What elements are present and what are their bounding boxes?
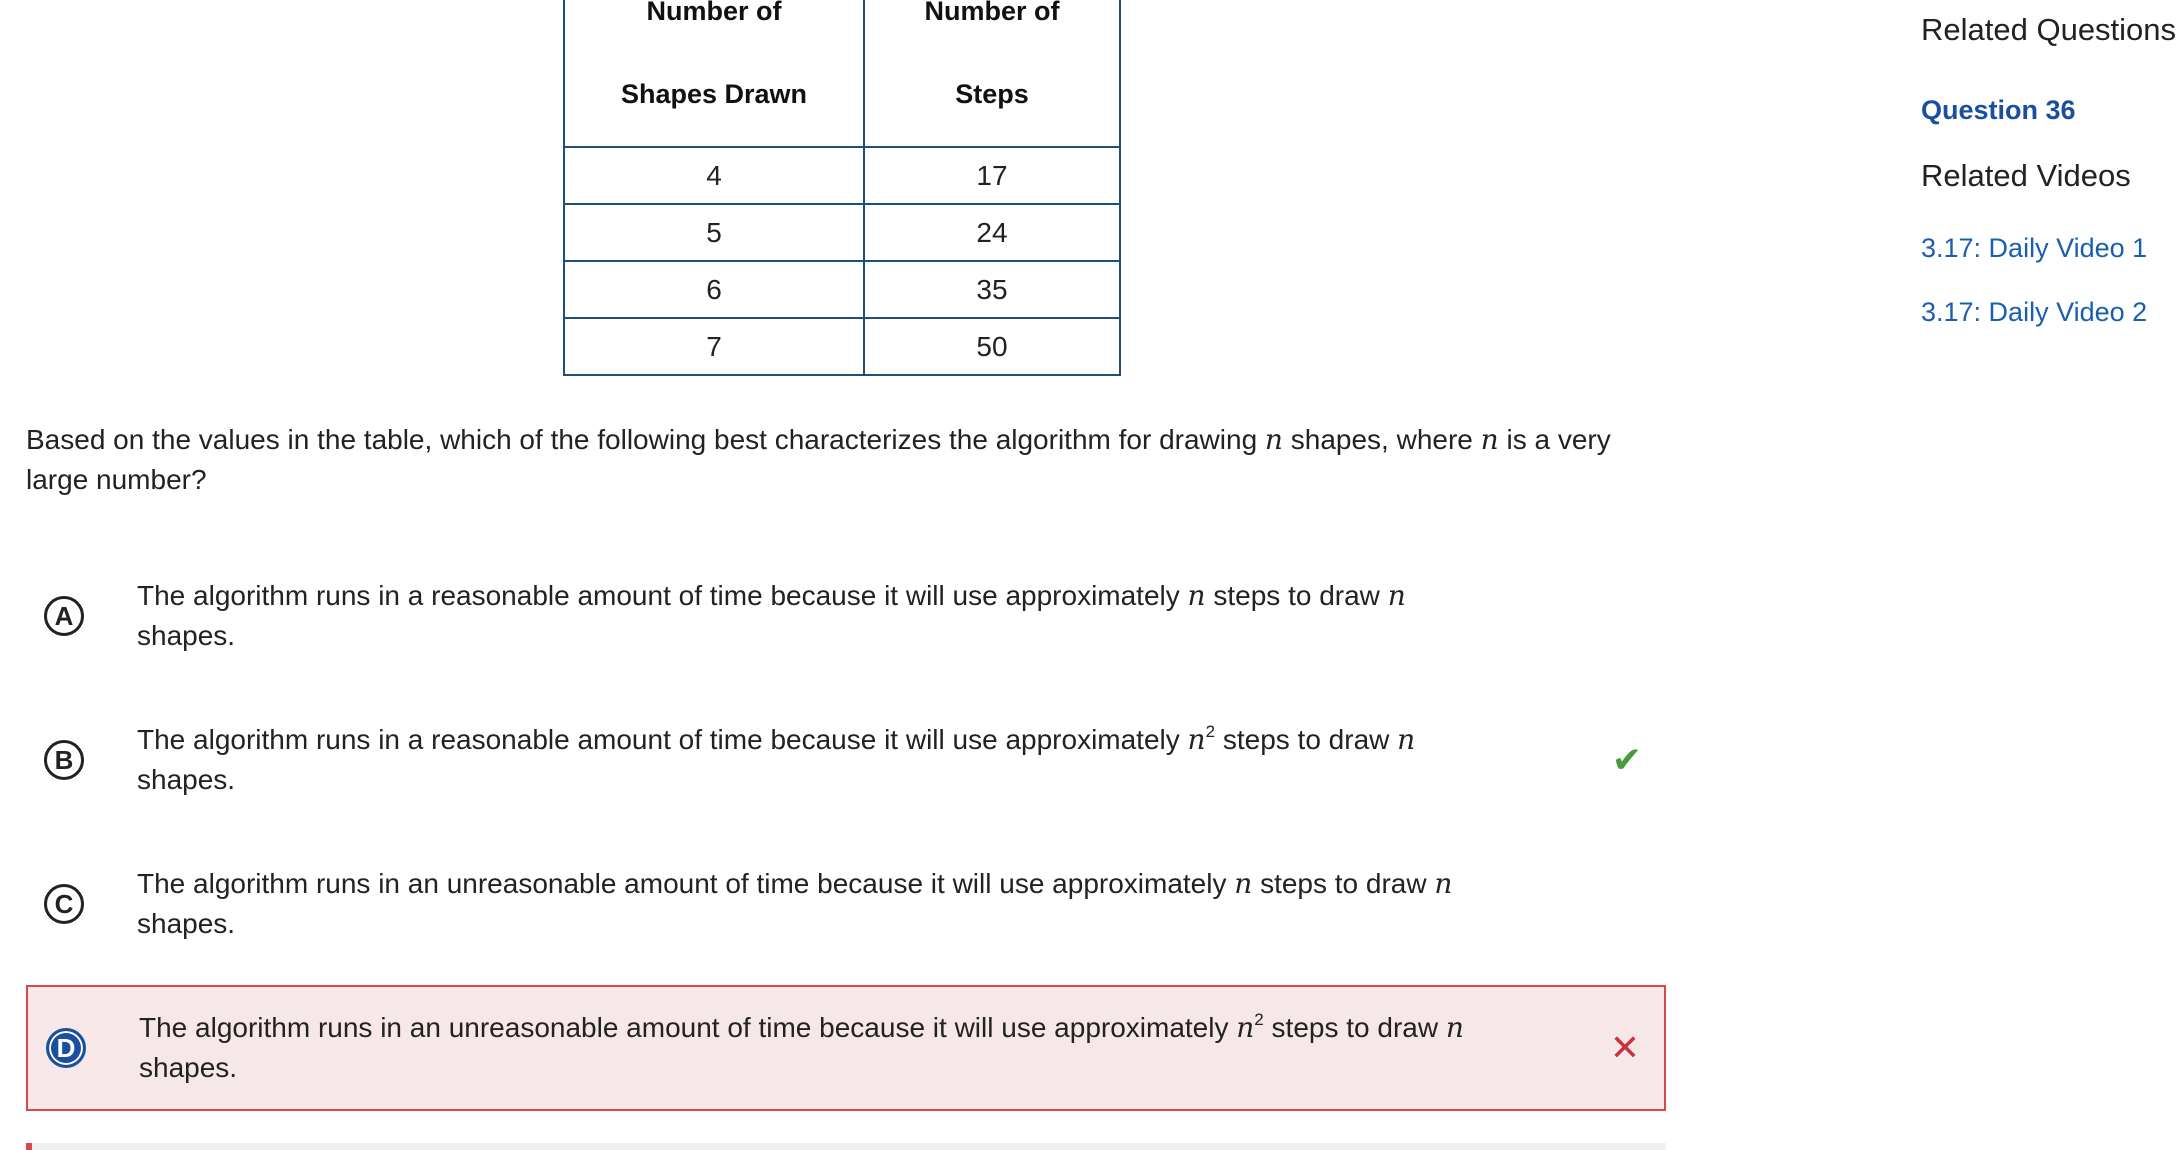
question-link[interactable]: Question 36: [1921, 95, 2076, 125]
table-cell: 4: [564, 147, 864, 204]
math-var: n: [1480, 423, 1499, 456]
choice-part: The algorithm runs in a reasonable amount of time because it will use approximately: [137, 724, 1188, 755]
table-header-shapes: [564, 0, 864, 147]
video-link-1[interactable]: 3.17: Daily Video 1: [1921, 233, 2148, 263]
table-cell: 5: [564, 204, 864, 261]
choice-text-c[interactable]: [137, 864, 1467, 944]
table-cell: 35: [864, 261, 1120, 318]
table-row: [564, 147, 1120, 204]
choice-part: shapes.: [137, 908, 236, 939]
video-link-2[interactable]: 3.17: Daily Video 2: [1921, 297, 2148, 327]
math-var: n: [1434, 867, 1453, 900]
math-var: n: [1397, 723, 1416, 756]
question-text: [26, 420, 1666, 500]
table-cell: 24: [864, 204, 1120, 261]
table-cell: 17: [864, 147, 1120, 204]
choice-part: shapes.: [137, 764, 236, 795]
checkmark-icon: ✔: [1611, 739, 1642, 780]
related-videos-heading: Related Videos: [1921, 158, 2131, 193]
math-var: n: [1445, 1011, 1464, 1044]
choice-letter-b[interactable]: B: [44, 740, 84, 780]
choice-a[interactable]: [26, 553, 1666, 679]
exponent: 2: [1205, 722, 1216, 741]
choice-letter-c[interactable]: C: [44, 884, 84, 924]
choice-part: steps to draw: [1263, 1012, 1446, 1043]
table-row: [564, 204, 1120, 261]
choice-part: The algorithm runs in a reasonable amount of time because it will use approximately: [137, 580, 1188, 611]
choice-c[interactable]: [26, 841, 1666, 967]
choice-part: steps to draw: [1215, 724, 1398, 755]
choice-text-a[interactable]: [137, 576, 1467, 656]
choice-letter-d[interactable]: D: [46, 1028, 86, 1068]
table-cell: 7: [564, 318, 864, 375]
question-part: is a very large number?: [26, 424, 1611, 495]
table-header-row: [564, 0, 1120, 147]
choice-text-b[interactable]: [137, 720, 1467, 800]
question-part: shapes, where: [1282, 424, 1481, 455]
choice-d[interactable]: [26, 985, 1666, 1111]
choice-part: shapes.: [137, 620, 236, 651]
table-row: [564, 318, 1120, 375]
choice-letter-a[interactable]: A: [44, 596, 84, 636]
table-cell: 6: [564, 261, 864, 318]
choice-part: steps to draw: [1205, 580, 1388, 611]
header-line: Steps: [955, 79, 1029, 109]
math-var: n: [1187, 579, 1206, 612]
math-var: n: [1187, 723, 1206, 756]
data-table: [563, 0, 1121, 376]
math-var: n: [1264, 423, 1283, 456]
related-questions-heading: Related Questions: [1921, 12, 2176, 47]
explanation-panel-edge: [26, 1143, 1666, 1150]
table-header-steps: [864, 0, 1120, 147]
header-line: Number of: [924, 0, 1060, 26]
header-line: Shapes Drawn: [620, 79, 808, 109]
table-cell: 50: [864, 318, 1120, 375]
question-part: Based on the values in the table, which of the following best characterizes the algorithm for drawing: [26, 424, 1265, 455]
exponent: 2: [1254, 1010, 1264, 1029]
close-icon: ✕: [1609, 1027, 1640, 1068]
header-line: Number of: [646, 0, 782, 26]
choice-part: shapes.: [139, 1052, 238, 1083]
choice-b[interactable]: [26, 697, 1666, 823]
math-var: n: [1234, 867, 1253, 900]
math-var: n: [1236, 1011, 1255, 1044]
sidebar: [1920, 0, 2176, 1150]
math-var: n: [1387, 579, 1406, 612]
choice-part: The algorithm runs in an unreasonable amount of time because it will use approximately: [139, 1012, 1237, 1043]
choice-text-d[interactable]: [139, 1008, 1469, 1088]
choice-part: steps to draw: [1252, 868, 1435, 899]
choice-part: The algorithm runs in an unreasonable amount of time because it will use approximately: [137, 868, 1235, 899]
table-row: [564, 261, 1120, 318]
